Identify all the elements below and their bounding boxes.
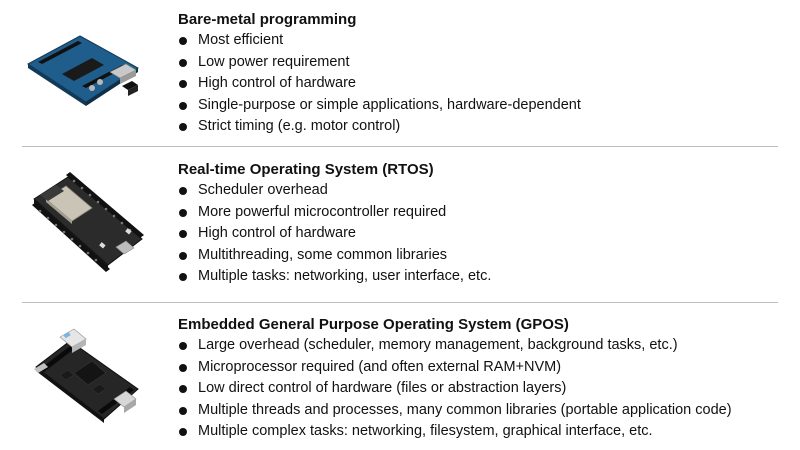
list-item: Most efficient: [178, 30, 581, 52]
list-item: Multiple complex tasks: networking, filesystem, graphical interface, etc.: [178, 421, 732, 443]
section-bare-metal: [0, 0, 800, 146]
bullet-icon: [179, 407, 187, 415]
bullet-icon: [179, 37, 187, 45]
list-item: High control of hardware: [178, 223, 491, 245]
bullet-icon: [179, 342, 187, 350]
list-item: Scheduler overhead: [178, 180, 491, 202]
bullet-icon: [179, 102, 187, 110]
list-item: Single-purpose or simple applications, hardware-dependent: [178, 95, 581, 117]
section-title: Bare-metal programming: [178, 11, 357, 28]
bullet-icon: [179, 230, 187, 238]
bullet-icon: [179, 123, 187, 131]
arduino-uno-board-icon: [22, 28, 142, 110]
bullet-icon: [179, 252, 187, 260]
bullet-icon: [179, 80, 187, 88]
list-item: Multiple tasks: networking, user interface, etc.: [178, 266, 491, 288]
bullet-list: [178, 30, 581, 138]
bullet-icon: [179, 187, 187, 195]
list-item: More powerful microcontroller required: [178, 202, 491, 224]
list-item: High control of hardware: [178, 73, 581, 95]
bullet-icon: [179, 428, 187, 436]
bullet-list: [178, 335, 732, 443]
bullet-icon: [179, 364, 187, 372]
section-rtos: [0, 147, 800, 302]
section-title: Real-time Operating System (RTOS): [178, 161, 434, 178]
beaglebone-black-board-icon: [30, 327, 142, 429]
list-item: Multithreading, some common libraries: [178, 245, 491, 267]
list-item: Multiple threads and processes, many common libraries (portable application code): [178, 400, 732, 422]
section-title: Embedded General Purpose Operating System (GPOS): [178, 316, 569, 333]
list-item: Microprocessor required (and often external RAM+NVM): [178, 357, 732, 379]
bullet-list: [178, 180, 491, 288]
esp32-devkit-board-icon: [26, 169, 148, 279]
section-gpos: [0, 303, 800, 450]
list-item: Low direct control of hardware (files or abstraction layers): [178, 378, 732, 400]
bullet-icon: [179, 385, 187, 393]
list-item: Strict timing (e.g. motor control): [178, 116, 581, 138]
bullet-icon: [179, 273, 187, 281]
bullet-icon: [179, 59, 187, 67]
list-item: Low power requirement: [178, 52, 581, 74]
bullet-icon: [179, 209, 187, 217]
list-item: Large overhead (scheduler, memory management, background tasks, etc.): [178, 335, 732, 357]
